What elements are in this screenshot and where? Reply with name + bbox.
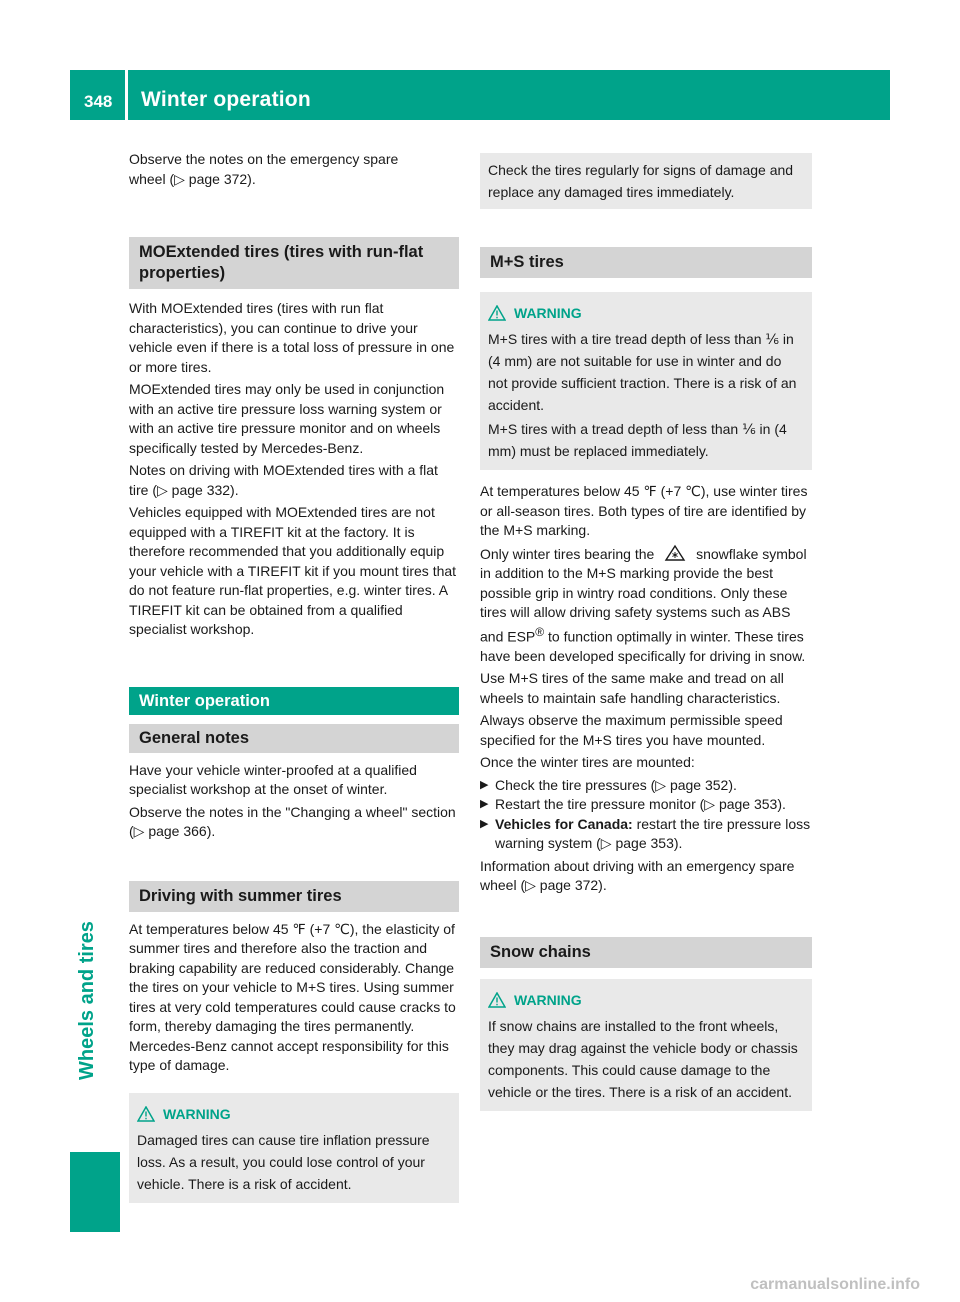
ms-paragraph-1: At temperatures below 45 ℉ (+7 ℃), use winter tires or all-season tires. Both types of tire are identified by the M+S marking. [480, 483, 808, 538]
warning-heading [488, 302, 804, 324]
bullet-text-1: Check the tire pressures (▷ page 352). [495, 776, 737, 793]
warning-heading [488, 989, 804, 1011]
bullet-text-3: restart the tire pressure loss warning system (▷ page 353). [495, 815, 811, 852]
moextended-paragraph-2: MOExtended tires may only be used in conjunction with an active tire pressure loss warning system or with an active tire pressure monitor and on wheels specifically tested by Mercedes-Benz. [129, 381, 445, 456]
warning-label: WARNING [163, 1105, 231, 1122]
warning-box-ms-tires [480, 292, 812, 470]
ms-paragraph-2-start: Only winter tires bearing the [480, 545, 655, 562]
section-side-label: Wheels and tires [76, 921, 98, 1080]
list-item [480, 815, 812, 854]
bullet-text-2: Restart the tire pressure monitor (▷ page 353). [495, 796, 786, 813]
side-tab [70, 1152, 120, 1232]
warning-triangle-icon [488, 305, 506, 321]
general-paragraph-2: Observe the notes in the "Changing a wheel" section (▷ page 366). [129, 803, 456, 839]
left-column [129, 150, 459, 1203]
warning-triangle-icon [137, 1106, 155, 1122]
intro-line-1: Observe the notes on the emergency spare [129, 151, 399, 167]
ms-paragraph-2-middle: snowflake symbol in addition to the M+S marking provide the best possible grip in wintry road conditions. Only these tires will allow driving safety systems such as ABS and ESP [480, 545, 807, 645]
header-divider [125, 70, 128, 120]
ms-paragraph-2-end: to function optimally in winter. These tires have been developed specifically for driving in snow. [480, 628, 806, 664]
registered-mark: ® [535, 624, 545, 639]
arrow-right-icon: ▶ [480, 798, 489, 811]
summer-paragraph: At temperatures below 45 ℉ (+7 ℃), the elasticity of summer tires and therefore also the traction and braking capability are reduced considerably. Change the tires on your vehicle to M+S tires. Using summer tires at very cold temperatures could cause cracks to form, thereby damaging the tires permanently. Mercedes-Benz cannot accept responsibility for this type of damage. [129, 920, 456, 1073]
warning-label: WARNING [514, 305, 582, 321]
general-paragraph-1: Have your vehicle winter-proofed at a qualified specialist workshop at the onset of winter. [129, 761, 417, 797]
list-item [480, 795, 812, 815]
moextended-paragraph-3: Notes on driving with MOExtended tires with a flat tire (▷ page 332). [129, 462, 438, 498]
ms-tires-heading: M+S tires [480, 247, 812, 278]
warning-text: Damaged tires can cause tire inflation pressure loss. As a result, you could lose control of your vehicle. There is a risk of accident. [137, 1131, 430, 1192]
ms-paragraph-6: Information about driving with an emergency spare wheel (▷ page 372). [480, 857, 795, 894]
warning-box-damaged-tires [129, 1093, 459, 1203]
ms-warning-text-2: M+S tires with a tread depth of less than ⅙ in (4 mm) must be replaced immediately. [488, 421, 787, 459]
arrow-right-icon: ▶ [480, 817, 489, 830]
bullet-3-bold-label: Vehicles for Canada: [495, 815, 633, 832]
general-notes-heading: General notes [129, 724, 459, 753]
snowflake-mountain-icon [658, 544, 692, 562]
snow-chains-heading: Snow chains [480, 937, 812, 968]
moextended-paragraph-1: With MOExtended tires (tires with run flat characteristics), you can continue to drive your vehicle even if there is a total loss of pressure in one or more tires. [129, 300, 455, 375]
check-tires-box: Check the tires regularly for signs of damage and replace any damaged tires immediately. [480, 153, 812, 209]
ms-paragraph-2 [480, 544, 812, 667]
intro-line-2: wheel (▷ page 372). [129, 170, 256, 187]
ms-paragraph-4: Always observe the maximum permissible speed specified for the M+S tires you have mounted. [480, 712, 783, 748]
ms-paragraph-3: Use M+S tires of the same make and tread on all wheels to maintain safe handling characteristics. [480, 670, 784, 706]
summer-tires-heading: Driving with summer tires [129, 881, 459, 912]
ms-warning-text-1: M+S tires with a tire tread depth of less than ⅙ in (4 mm) are not suitable for use in winter and do not provide sufficient traction. There is a risk of an accident. [488, 331, 797, 413]
warning-heading [137, 1103, 451, 1125]
warning-label: WARNING [514, 991, 582, 1008]
page-title: Winter operation [141, 88, 311, 111]
page-number: 348 [84, 92, 113, 111]
warning-triangle-icon [488, 992, 506, 1008]
arrow-right-icon: ▶ [480, 778, 489, 791]
winter-operation-heading: Winter operation [129, 687, 459, 715]
moextended-heading: MOExtended tires (tires with run-flat properties) [129, 237, 459, 289]
snow-chains-warning-text: If snow chains are installed to the front wheels, they may drag against the vehicle body or chassis components. This could cause damage to the vehicle or the tires. There is a risk of an accident. [488, 1017, 798, 1100]
moextended-paragraph-4: Vehicles equipped with MOExtended tires are not equipped with a TIREFIT kit at the factory. It is therefore recommended that you additionally equip your vehicle with a TIREFIT kit if you mount tires that do not feature run-flat properties, e.g. winter tires. A TIREFIT kit can be obtained from a qualified specialist workshop. [129, 504, 457, 637]
ms-paragraph-5: Once the winter tires are mounted: [480, 754, 695, 771]
list-item [480, 776, 812, 796]
watermark: carmanualsonline.info [750, 1276, 920, 1293]
right-column [480, 153, 812, 1111]
warning-box-snow-chains [480, 979, 812, 1111]
